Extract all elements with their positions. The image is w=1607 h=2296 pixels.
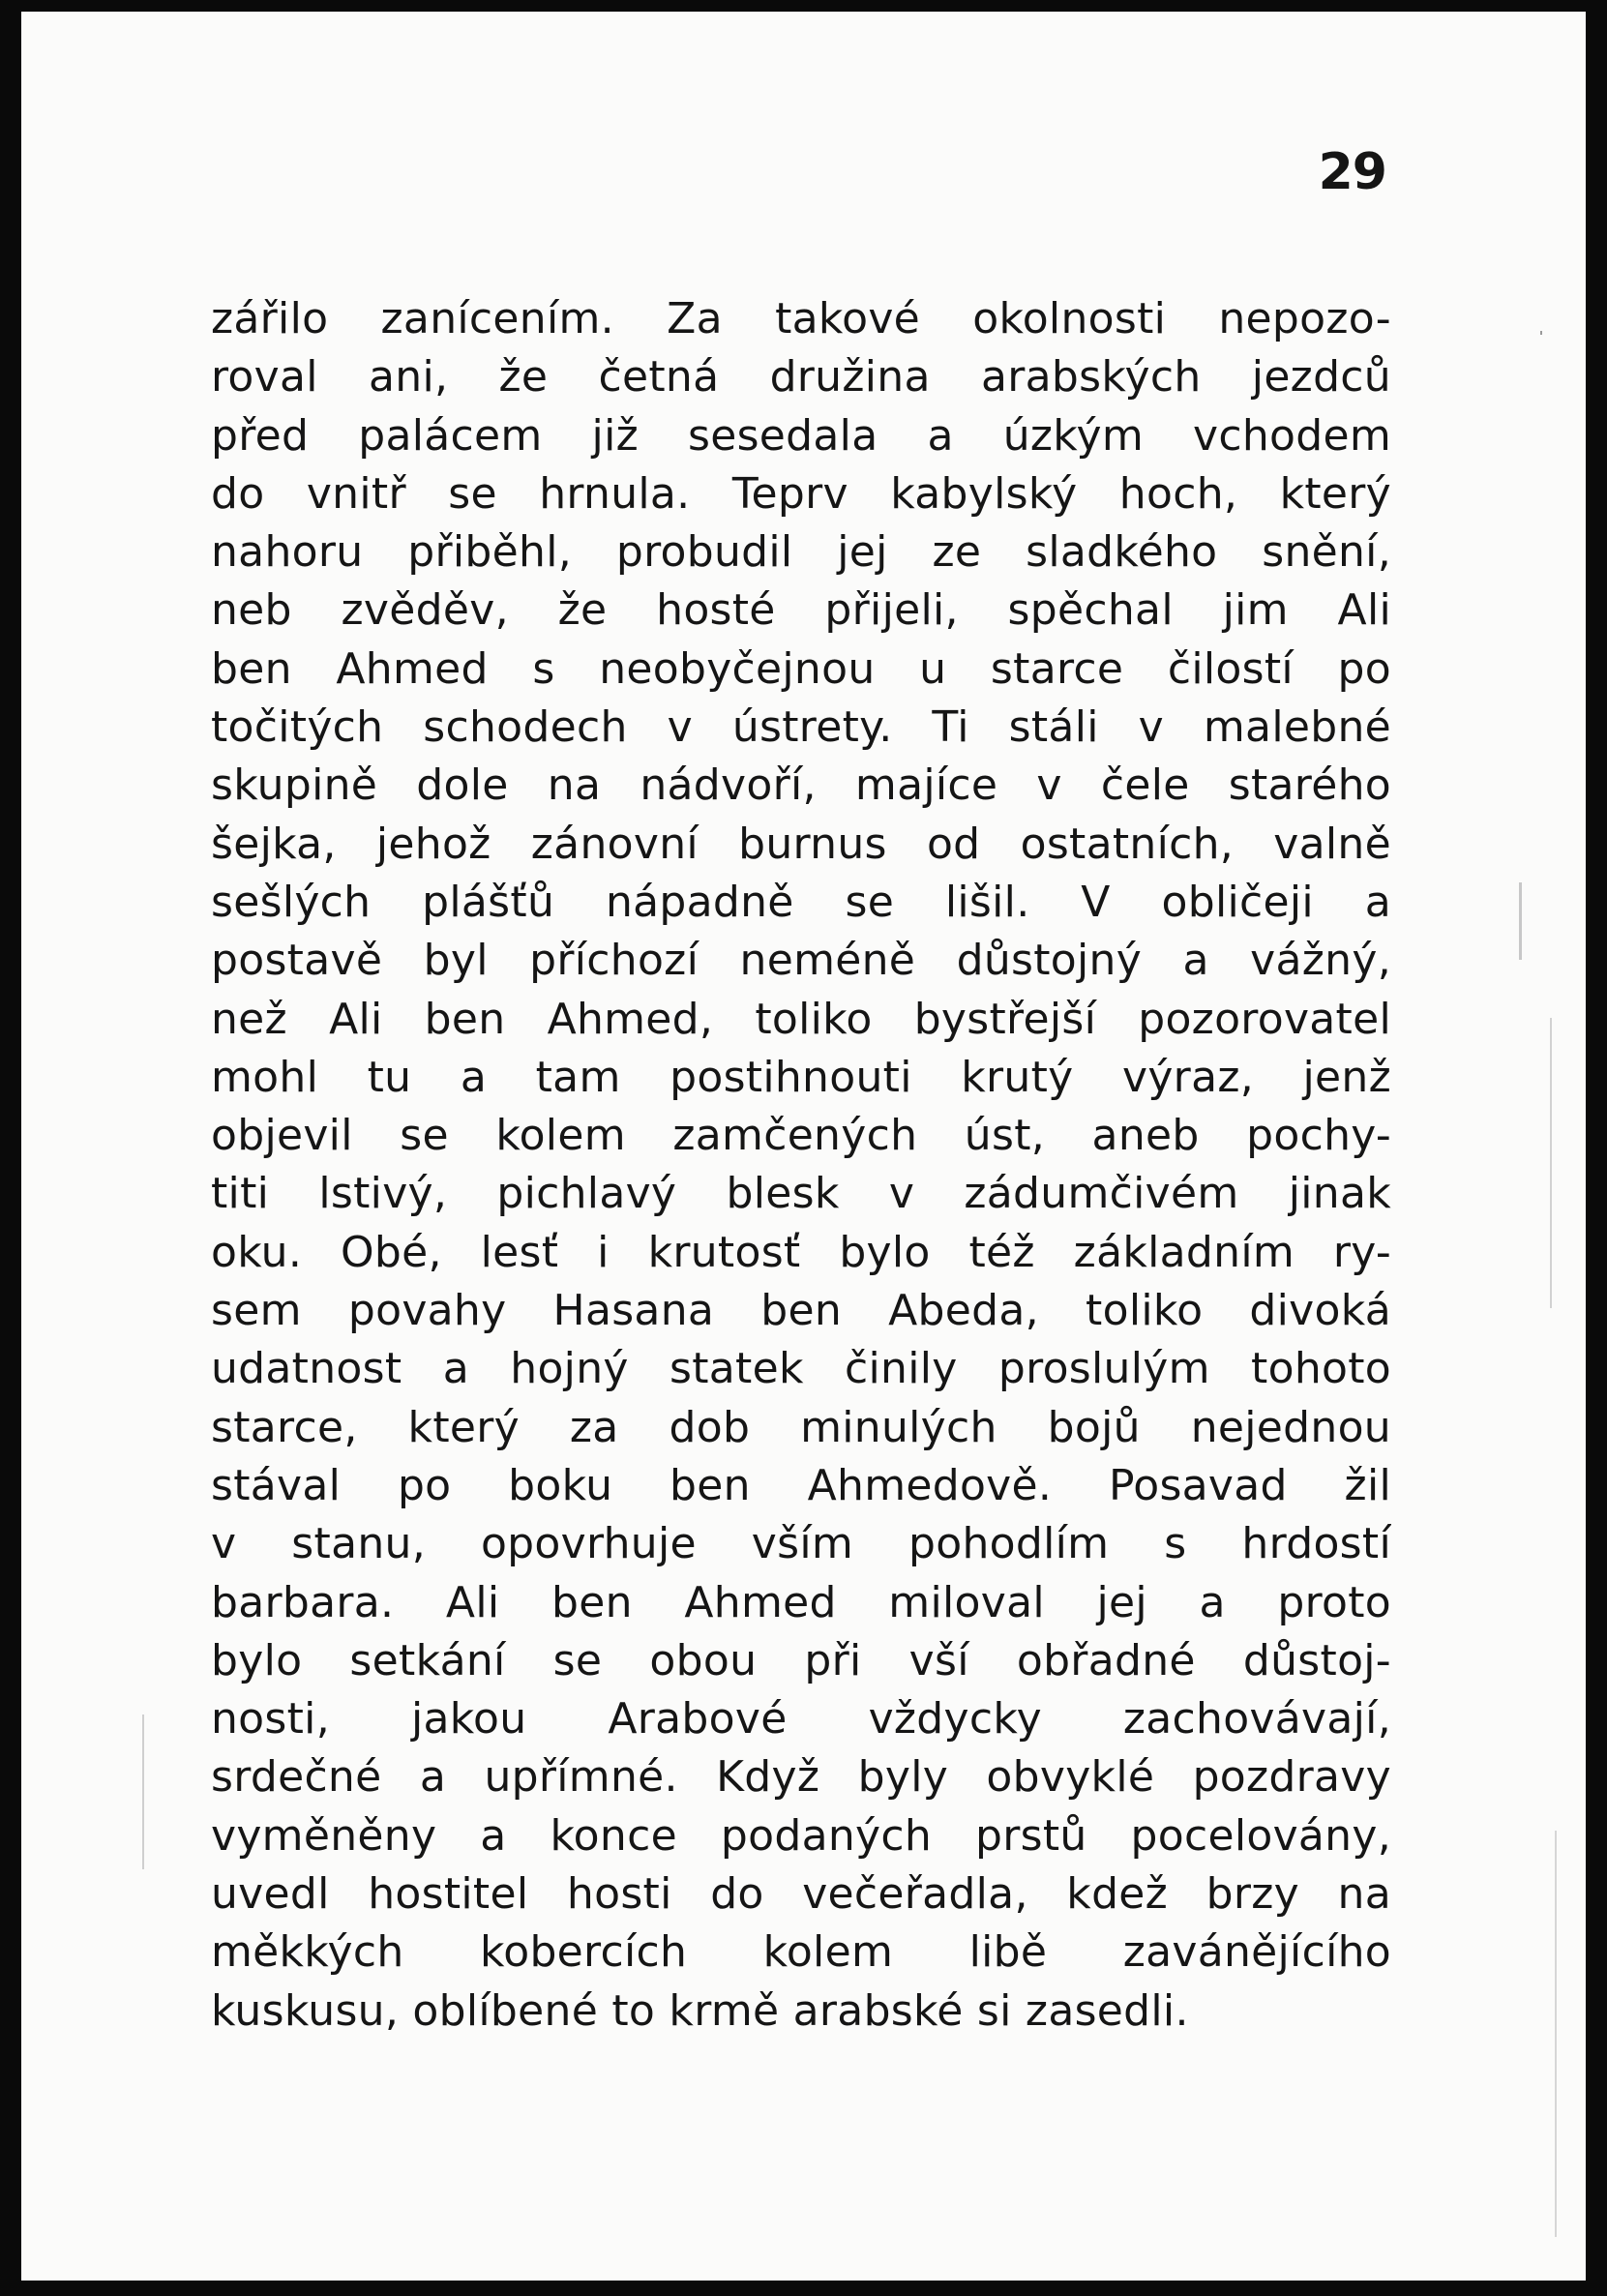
body-text	[211, 290, 1391, 2041]
text-line: postavě byl příchozí neméně důstojný a vážný,	[211, 936, 1391, 986]
scan-border-bottom	[0, 2281, 1607, 2296]
text-line: titi lstivý, pichlavý blesk v zádumčivém jinak	[211, 1169, 1391, 1219]
text-line: nahoru přiběhl, probudil jej ze sladkého snění,	[211, 527, 1391, 578]
text-line: do vnitř se hrnula. Teprv kabylský hoch, který	[211, 468, 1391, 519]
text-line: než Ali ben Ahmed, toliko bystřejší pozorovatel	[211, 994, 1391, 1044]
scan-border-right	[1586, 0, 1607, 2296]
scan-speck	[1555, 1831, 1557, 2237]
text-line: ben Ahmed s neobyčejnou u starce čilostí po	[211, 643, 1391, 694]
scan-speck	[1540, 331, 1542, 335]
text-line: srdečné a upřímné. Když byly obvyklé pozdravy	[211, 1752, 1391, 1803]
text-line: mohl tu a tam postihnouti krutý výraz, jenž	[211, 1052, 1391, 1102]
text-line: šejka, jehož zánovní burnus od ostatních, valně	[211, 819, 1391, 869]
text-line: kuskusu, oblíbené to krmě arabské si zasedli.	[211, 1985, 1189, 2036]
text-line: sešlých plášťů nápadně se lišil. V obličeji a	[211, 877, 1391, 927]
text-line: skupině dole na nádvoří, majíce v čele starého	[211, 760, 1391, 811]
text-line: stával po boku ben Ahmedově. Posavad žil	[211, 1460, 1391, 1510]
text-line: měkkých kobercích kolem libě zavánějícího	[211, 1927, 1391, 1978]
text-line: oku. Obé, lesť i krutosť bylo též základním ry-	[211, 1227, 1391, 1277]
text-line: roval ani, že četná družina arabských jezdců	[211, 352, 1391, 403]
text-line: nosti, jakou Arabové vždycky zachovávají,	[211, 1694, 1391, 1744]
text-line: zářilo zanícením. Za takové okolnosti nepozo-	[211, 294, 1391, 343]
page-number: 29	[1318, 143, 1386, 201]
scan-border-left	[0, 0, 21, 2296]
text-line: v stanu, opovrhuje vším pohodlím s hrdostí	[211, 1519, 1391, 1569]
scan-speck	[142, 1715, 144, 1869]
text-line: uvedl hostitel hosti do večeřadla, kdež brzy na	[211, 1869, 1391, 1920]
scan-speck	[1519, 882, 1522, 960]
text-line: sem povahy Hasana ben Abeda, toliko divoká	[211, 1286, 1391, 1336]
text-line: točitých schodech v ústrety. Ti stáli v malebné	[211, 702, 1391, 753]
scan-speck	[1550, 1018, 1552, 1308]
text-line: neb zvěděv, že hosté přijeli, spěchal jim Ali	[211, 585, 1391, 636]
text-line: objevil se kolem zamčených úst, aneb pochy-	[211, 1111, 1391, 1161]
text-line: barbara. Ali ben Ahmed miloval jej a proto	[211, 1577, 1391, 1627]
text-line: vyměněny a konce podaných prstů pocelovány,	[211, 1810, 1391, 1861]
scan-border-top	[0, 0, 1607, 12]
text-line: bylo setkání se obou při vší obřadné důstoj-	[211, 1635, 1391, 1685]
text-line: udatnost a hojný statek činily proslulým tohoto	[211, 1344, 1391, 1394]
text-line: před palácem již sesedala a úzkým vchodem	[211, 410, 1391, 461]
text-line: starce, který za dob minulých bojů nejednou	[211, 1402, 1391, 1452]
